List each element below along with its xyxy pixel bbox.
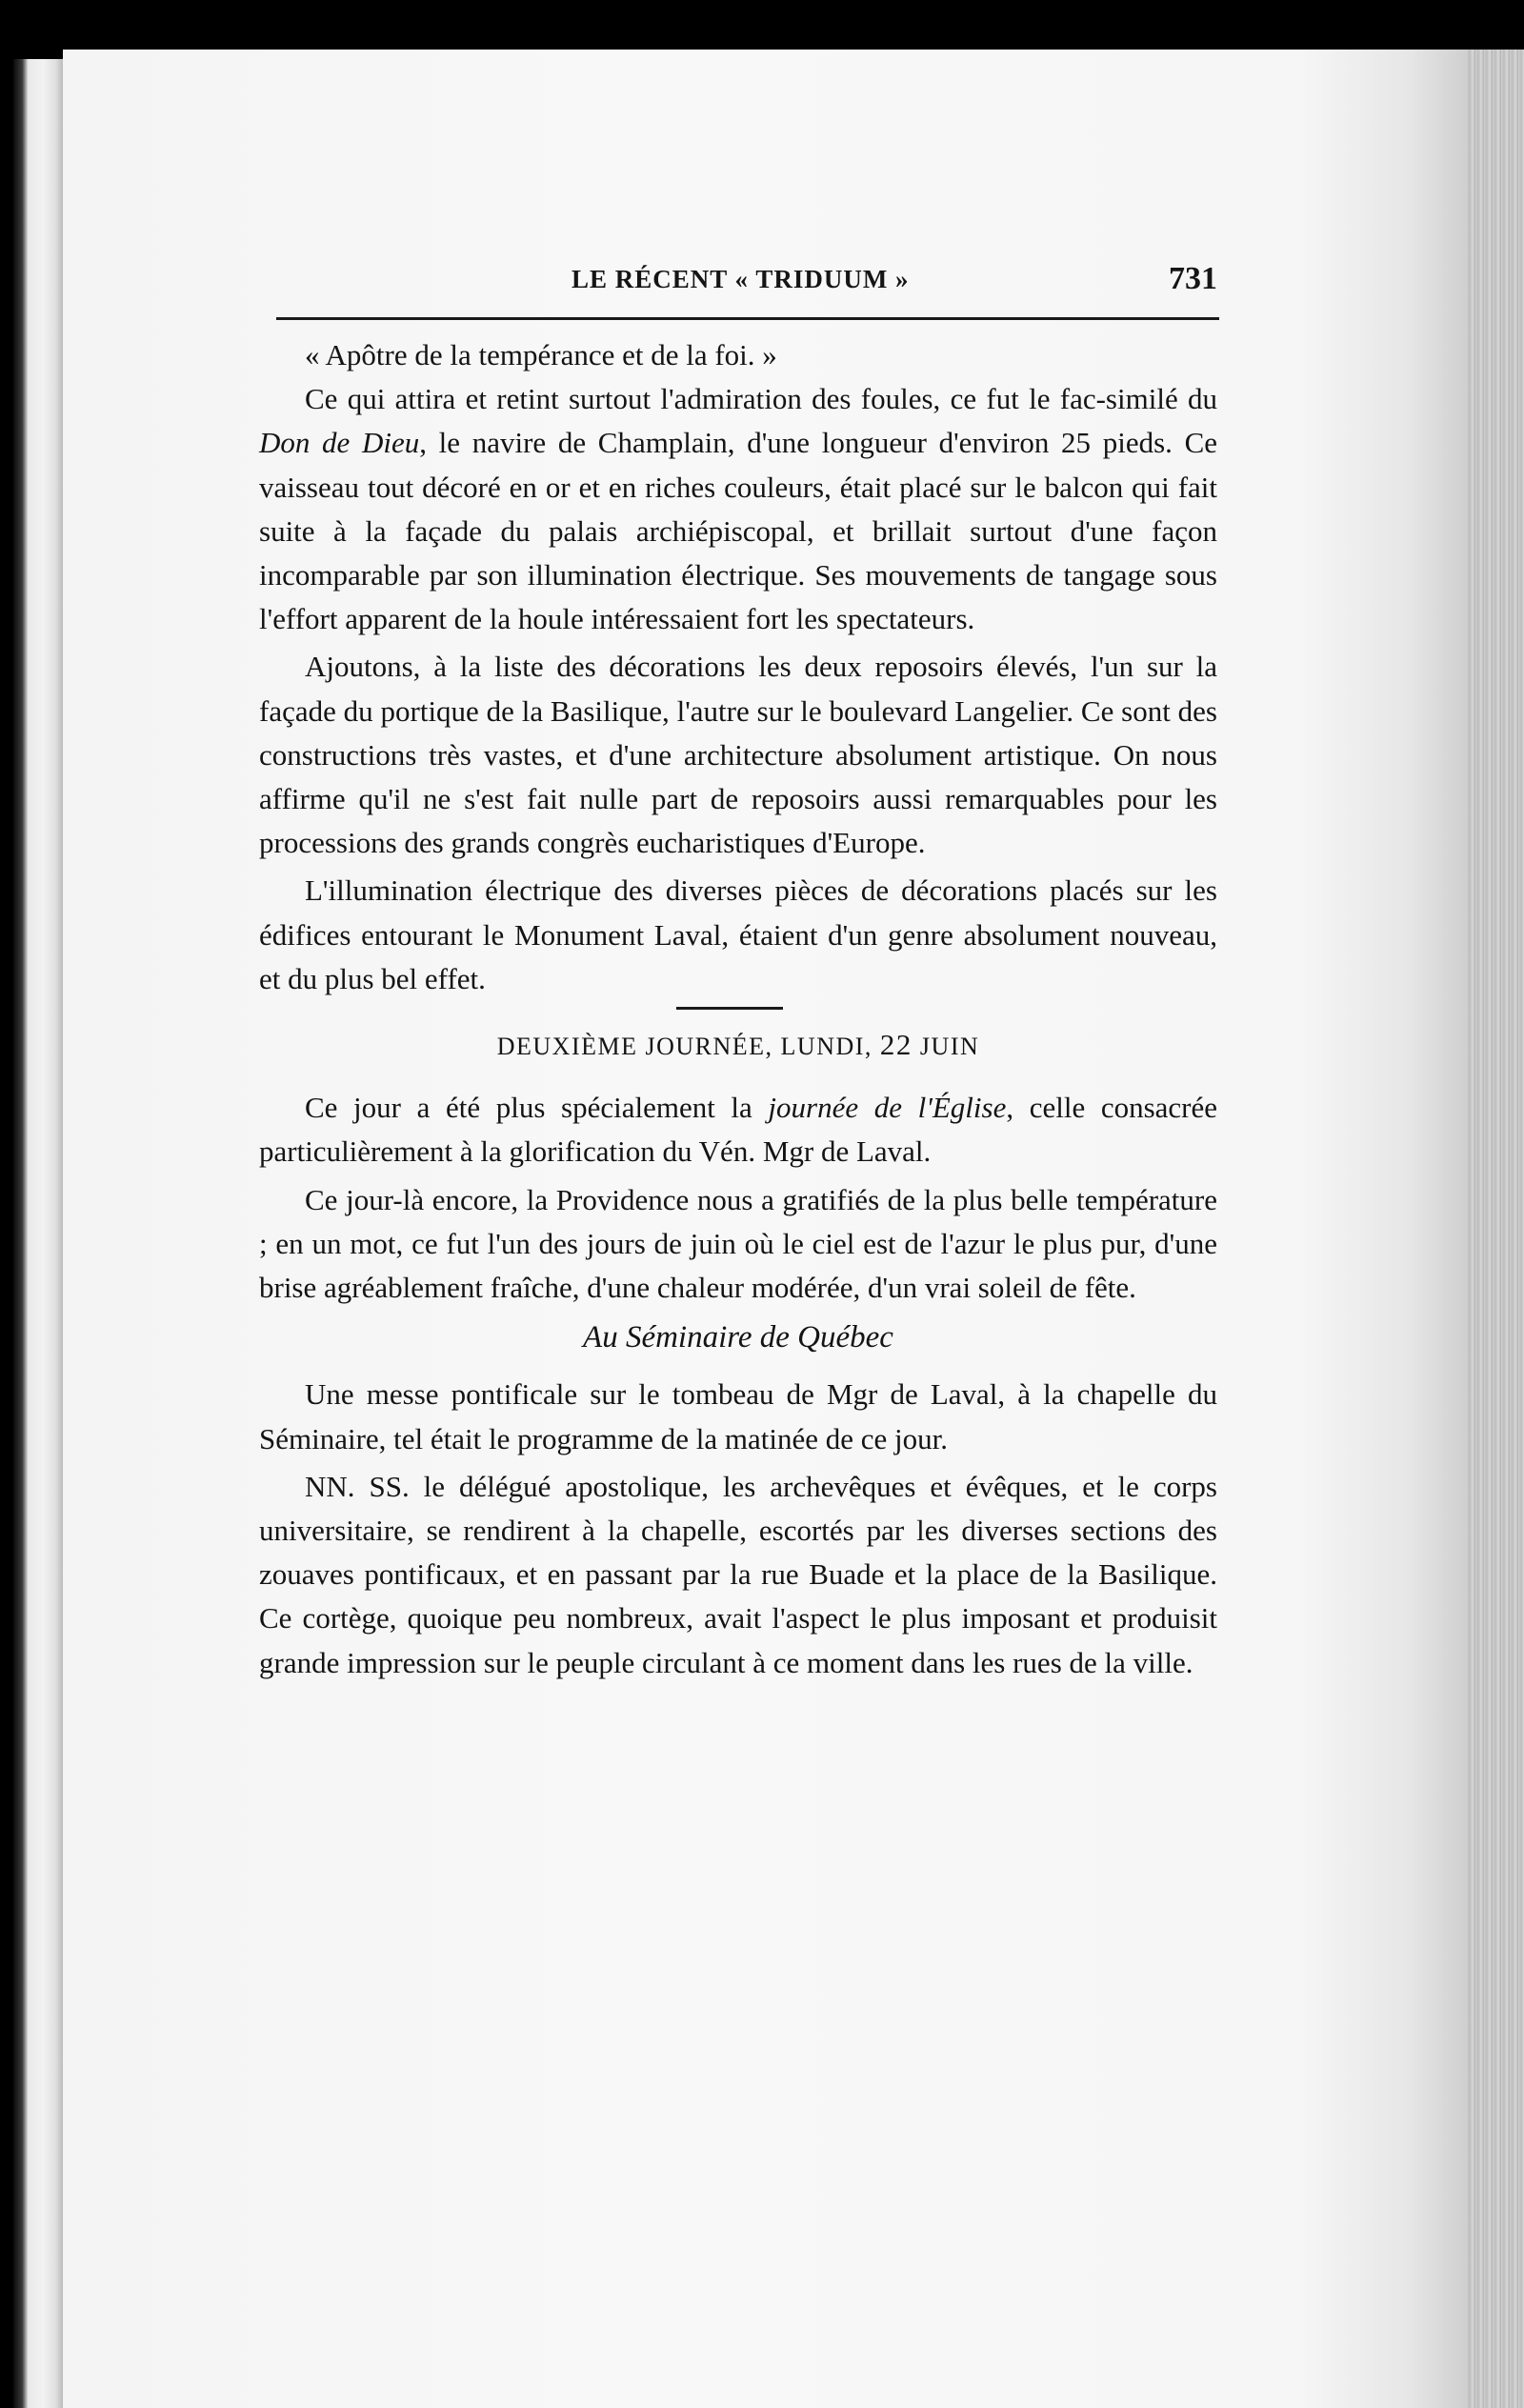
paragraph-don-de-dieu — [259, 377, 1217, 641]
paragraph-reposoirs: Ajoutons, à la liste des décorations les deux reposoirs élevés, l'un sur la façade du portique de la Basilique, l'autre sur le boulevard Langelier. Ce sont des constructions très vastes, et d'une architecture absolument artistique. On nous affirme qu'il ne s'est fait nulle part de reposoirs aussi remarquables pour les processions des grands congrès eucharistiques d'Europe. — [259, 650, 1217, 860]
page-body — [259, 333, 1217, 1685]
text-span: Ce qui attira et retint surtout l'admiration des foules, ce fut le fac-similé du — [305, 382, 1217, 416]
text-span: , le navire de Champlain, d'une longueur d'environ 25 pieds. Ce vaisseau tout décoré en or et en riches couleurs, était placé sur le balcon qui fait suite à la façade du palais archiépiscopal, et brillait surtout d'une façon incomparable par son illumination électrique. Ses mouvements de tangage sous l'effort apparent de la houle intéressaient fort les spectateurs. — [259, 426, 1218, 636]
header-rule — [276, 317, 1219, 320]
paragraph-illumination: L'illumination électrique des diverses pièces de décorations placés sur les édifices entourant le Monument Laval, étaient d'un genre absolument nouveau, et du plus bel effet. — [259, 873, 1217, 995]
heading-day-number: 22 — [879, 1028, 912, 1062]
page-number: 731 — [1169, 261, 1217, 296]
paragraph-providence: Ce jour-là encore, la Providence nous a gratifiés de la plus belle température ; en un mot, ce fut l'un des jours de juin où le ciel est de l'azur le plus pur, d'une brise agréablement fraîche, d'une chaleur modérée, d'un vrai soleil de fête. — [259, 1182, 1217, 1305]
journee-italic: journée de l'Église — [768, 1091, 1007, 1125]
running-title: LE RÉCENT « TRIDUUM » — [572, 265, 910, 293]
paragraph-messe: Une messe pontificale sur le tombeau de Mgr de Laval, à la chapelle du Séminaire, tel était le programme de la matinée de ce jour. — [259, 1377, 1217, 1455]
page-header — [572, 261, 1217, 303]
quote-text: « Apôtre de la tempérance et de la foi. » — [305, 338, 777, 371]
book-page-edges-right — [1467, 50, 1524, 2408]
book-gutter-left — [13, 59, 63, 2408]
ship-name-italic: Don de Dieu — [259, 426, 420, 460]
text-span: , celle consacrée particulièrement à la glorification du Vén. Mgr de Laval. — [259, 1091, 1218, 1169]
subsection-heading: Au Séminaire de Québec — [583, 1320, 893, 1355]
paragraph-quote-line — [259, 333, 1217, 377]
paragraph-journee-eglise — [259, 1086, 1217, 1174]
heading-month: JUIN — [912, 1033, 980, 1061]
section-separator — [676, 1007, 783, 1010]
paragraph-cortege: NN. SS. le délégué apostolique, les archevêques et évêques, et le corps universitaire, se rendirent à la chapelle, escortés par les diverses sections des zouaves pontificaux, et en passant par la rue Buade et la place de la Basilique. Ce cortège, quoique peu nombreux, avait l'aspect le plus imposant et produisit grande impression sur le peuple circulant à ce moment dans les rues de la ville. — [259, 1469, 1217, 1679]
section-heading — [259, 1023, 1217, 1069]
text-span: Ce jour a été plus spécialement la — [305, 1091, 769, 1125]
heading-text: DEUXIÈME JOURNÉE, LUNDI, — [496, 1033, 880, 1061]
